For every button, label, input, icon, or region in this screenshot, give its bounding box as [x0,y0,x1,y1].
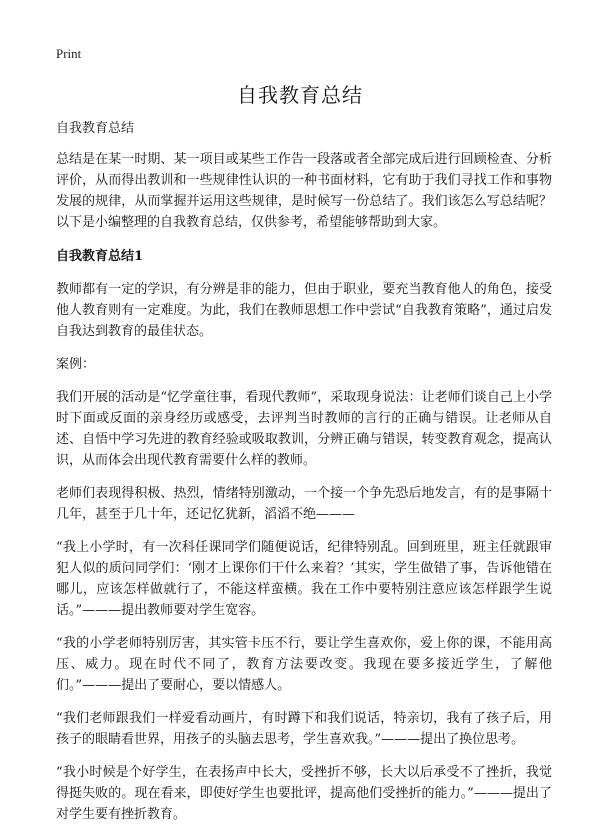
quote-paragraph: “我们老师跟我们一样爱看动画片，有时蹲下和我们说话，特亲切，我有了孩子后，用孩子的眼睛看世界，用孩子的头脑去思考，学生喜欢我。”———提出了换位思考。 [56,711,552,747]
document-title: 自我教育总结 [237,83,363,107]
intro-paragraph: 总结是在某一时期、某一项目或某些工作告一段落或者全部完成后进行回顾检查、分析评价，从而得出教训和一些规律性认识的一种书面材料，它有助于我们寻找工作和事物发展的规律，从而掌握并运用这些规律，是时候写一份总结了。我们该怎么写总结呢？以下是小编整理的自我教育总结，仅供参考，希望能够帮助到大家。 [56,152,552,230]
body-paragraph: 老师们表现得积极、热烈，情绪特别激动，一个接一个争先恐后地发言，有的是事隔十几年，甚至于几十年，还记忆犹新，滔滔不绝——— [56,486,552,522]
quote-paragraph: “我上小学时，有一次科任课同学们随便说话，纪律特别乱。回到班里，班主任就跟审犯人似的质问同学们：‘刚才上课你们干什么来着？’其实，学生做错了事，告诉他错在哪儿，应该怎样做就行了，不能这样蛮横。我在工作中要特别注意应该怎样跟学生说话。”———提出教师要对学生宽容。 [56,540,552,618]
document-body [56,118,552,837]
print-link[interactable]: Print [56,46,82,61]
body-paragraph: 我们开展的活动是“忆学童往事，看现代教师”，采取现身说法：让老师们谈自己上小学时下面或反面的亲身经历或感受，去评判当时教师的言行的正确与错误。让老师从自述、自悟中学习先进的教育经验或吸取教训，分辨正确与错误，转变教育观念，提高认识，从而体会出现代教育需要什么样的教师。 [56,390,552,468]
body-paragraph: 教师都有一定的学识，有分辨是非的能力，但由于职业，要充当教育他人的角色，接受他人教育则有一定难度。为此，我们在教师思想工作中尝试“自我教育策略”，通过启发自我达到教育的最佳状态。 [56,282,552,339]
section-heading: 自我教育总结1 [56,249,144,264]
case-label: 案例： [56,357,96,372]
document-subtitle: 自我教育总结 [56,121,135,136]
quote-paragraph: “我小时候是个好学生，在表扬声中长大，受挫折不够，长大以后承受不了挫折，我觉得挺失败的。现在看来，即使好学生也要批评，提高他们受挫折的能力。”———提出了对学生要有挫折教育。 [56,765,552,822]
quote-paragraph: “我的小学老师特别厉害，其实管卡压不行，要让学生喜欢你，爱上你的课，不能用高压、威力。现在时代不同了，教育方法要改变。我现在要多接近学生，了解他们。”———提出了要耐心，要以情感人。 [56,636,552,693]
